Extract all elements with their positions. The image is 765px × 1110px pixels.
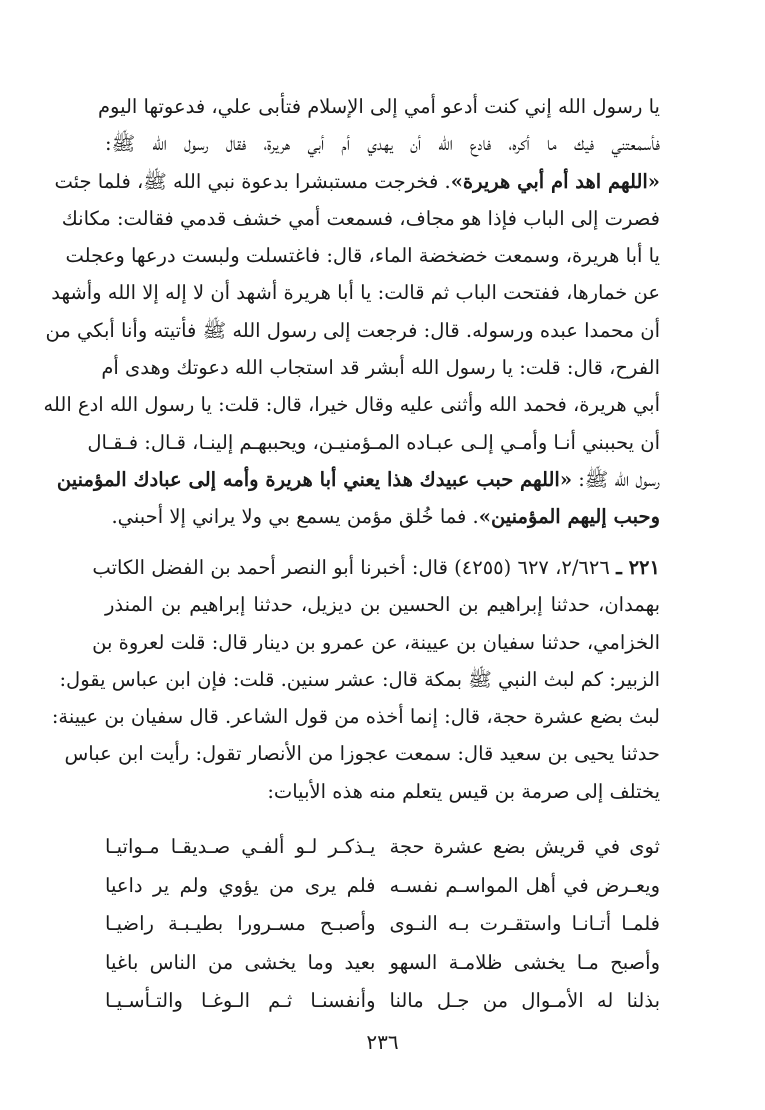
text-segment: فصرت إلى الباب فإذا هو مجاف، فسمعت أمي خشف قدمي فقالت: مكانك: [61, 206, 660, 230]
text-line: [45, 312, 660, 349]
hemistich-second: بعيد وما يخشى من الناس باغيا: [105, 950, 376, 974]
text-segment: حدثنا يحيى بن سعيد قال: سمعت عجوزا من الأنصار تقول: رأيت ابن عباس: [64, 742, 660, 766]
text-line: [92, 624, 660, 661]
text-line: [105, 498, 660, 535]
hemistich-second: فلم يرى من يؤوي ولم ير داعيا: [105, 873, 376, 897]
bold-quote: وحبب إليهم المؤمنين»: [478, 505, 660, 529]
text-segment: يا أبا هريرة، وسمعت خضخضة الماء، قال: فاغتسلت ولبست درعها وعجلت: [65, 244, 660, 268]
text-segment: . فما خُلق مؤمن يسمع بي ولا يراني إلا أحبني.: [111, 505, 479, 529]
hemistich-first: فلمـا أتـانـا واستقـرت بـه النـوى: [389, 912, 660, 936]
hemistich-first: وأصبح مـا يخشى ظلامـة السهو: [389, 950, 660, 974]
paragraph-hadith-221: [51, 549, 660, 810]
text-line: [101, 349, 660, 386]
text-line: [64, 735, 660, 772]
hemistich-first: بذلنا له الأمـوال من جـل مالنا: [389, 989, 660, 1013]
hadith-reference: ٢/٦٢٦، ٦٢٧ (٤٢٥٥): [447, 556, 617, 579]
bold-quote: «اللهم اهد أم أبي هريرة»: [450, 169, 660, 193]
text-segment: يختلف إلى صرمة بن قيس يتعلم منه هذه الأبيات:: [267, 779, 660, 803]
text-line: [87, 424, 660, 461]
text-segment: رسول الله ﷺ:: [572, 467, 660, 491]
hemistich-first: ثوى في قريش بضع عشرة حجة: [389, 835, 660, 858]
text-line: [92, 549, 660, 586]
text-segment: قال: أخبرنا أبو النصر أحمد بن الفضل الكاتب: [92, 556, 448, 579]
poem-verse: [105, 828, 660, 867]
text-line: [59, 661, 660, 698]
text-segment: الخزامي، حدثنا سفيان بن عيينة، عن عمرو بن دينار قال: قلت لعروة بن: [92, 630, 660, 654]
poem-verse: [105, 867, 660, 906]
text-line: [56, 461, 660, 498]
poem-verse: [105, 905, 660, 944]
text-line: [51, 698, 660, 735]
text-line: [54, 163, 660, 200]
text-line: [51, 274, 660, 311]
text-segment: الفرح، قال: قلت: يا رسول الله أبشر قد استجاب الله دعوتك وهدى أم: [101, 356, 660, 380]
text-segment: الزبير: كم لبث النبي ﷺ بمكة قال: عشر سنين. قلت: فإن ابن عباس يقول:: [59, 667, 660, 691]
bold-quote: «اللهم حبب عبيدك هذا يعني أبا هريرة وأمه إلى عبادك المؤمنين: [56, 467, 573, 491]
hemistich-first: ويعـرض في أهل المواسـم نفسـه: [389, 873, 660, 897]
text-segment: بهمدان، حدثنا إبراهيم بن الحسين بن ديزيل، حدثنا إبراهيم بن المنذر: [105, 593, 660, 617]
hemistich-second: وأنفسنـا ثـم الـوغـا والتـأسـيـا: [105, 989, 376, 1013]
hemistich-second: يـذكـر لـو ألفـي صـديقـا مـواتيـا: [105, 835, 376, 858]
page-number: ٢٣٦: [366, 1030, 399, 1054]
hadith-number: ٢٢١ ـ: [616, 556, 660, 579]
text-line: [97, 88, 660, 125]
poem-verses: [105, 828, 660, 1021]
poem-verse: [105, 944, 660, 983]
paragraph-hadith-220-continued: [43, 88, 660, 536]
text-line: [105, 125, 660, 162]
text-segment: لبث بضع عشرة حجة، قال: إنما أخذه من قول الشاعر. قال سفيان بن عيينة:: [51, 705, 660, 729]
text-line: [65, 237, 660, 274]
text-segment: عن خمارها، ففتحت الباب ثم قالت: يا أبا هريرة أشهد أن لا إله إلا الله وأشهد: [51, 281, 660, 305]
text-segment: فأسمعتني فيك ما أكره، فادع الله أن يهدي أم أبي هريرة، فقال رسول الله ﷺ:: [105, 132, 660, 156]
text-segment: أبي هريرة، فحمد الله وأثنى عليه وقال خيرا، قال: قلت: يا رسول الله ادع الله: [43, 393, 660, 417]
hemistich-second: وأصبـح مسـرورا بطيـبـة راضيـا: [105, 912, 376, 936]
text-line: [105, 586, 660, 623]
text-line: [105, 773, 660, 810]
poem-verse: [105, 982, 660, 1021]
text-segment: أن محمدا عبده ورسوله. قال: فرجعت إلى رسول الله ﷺ فأتيته وأنا أبكي من: [45, 318, 660, 342]
text-line: [43, 386, 660, 423]
text-segment: يا رسول الله إني كنت أدعو أمي إلى الإسلام فتأبى علي، فدعوتها اليوم: [97, 95, 660, 118]
text-segment: أن يحببني أنـا وأمـي إلـى عبـاده المـؤمنيـن، ويحببهـم إلينـا، قـال: فـقـال: [87, 430, 660, 454]
text-segment: . فخرجت مستبشرا بدعوة نبي الله ﷺ، فلما جئت: [54, 169, 451, 193]
text-line: [61, 200, 660, 237]
